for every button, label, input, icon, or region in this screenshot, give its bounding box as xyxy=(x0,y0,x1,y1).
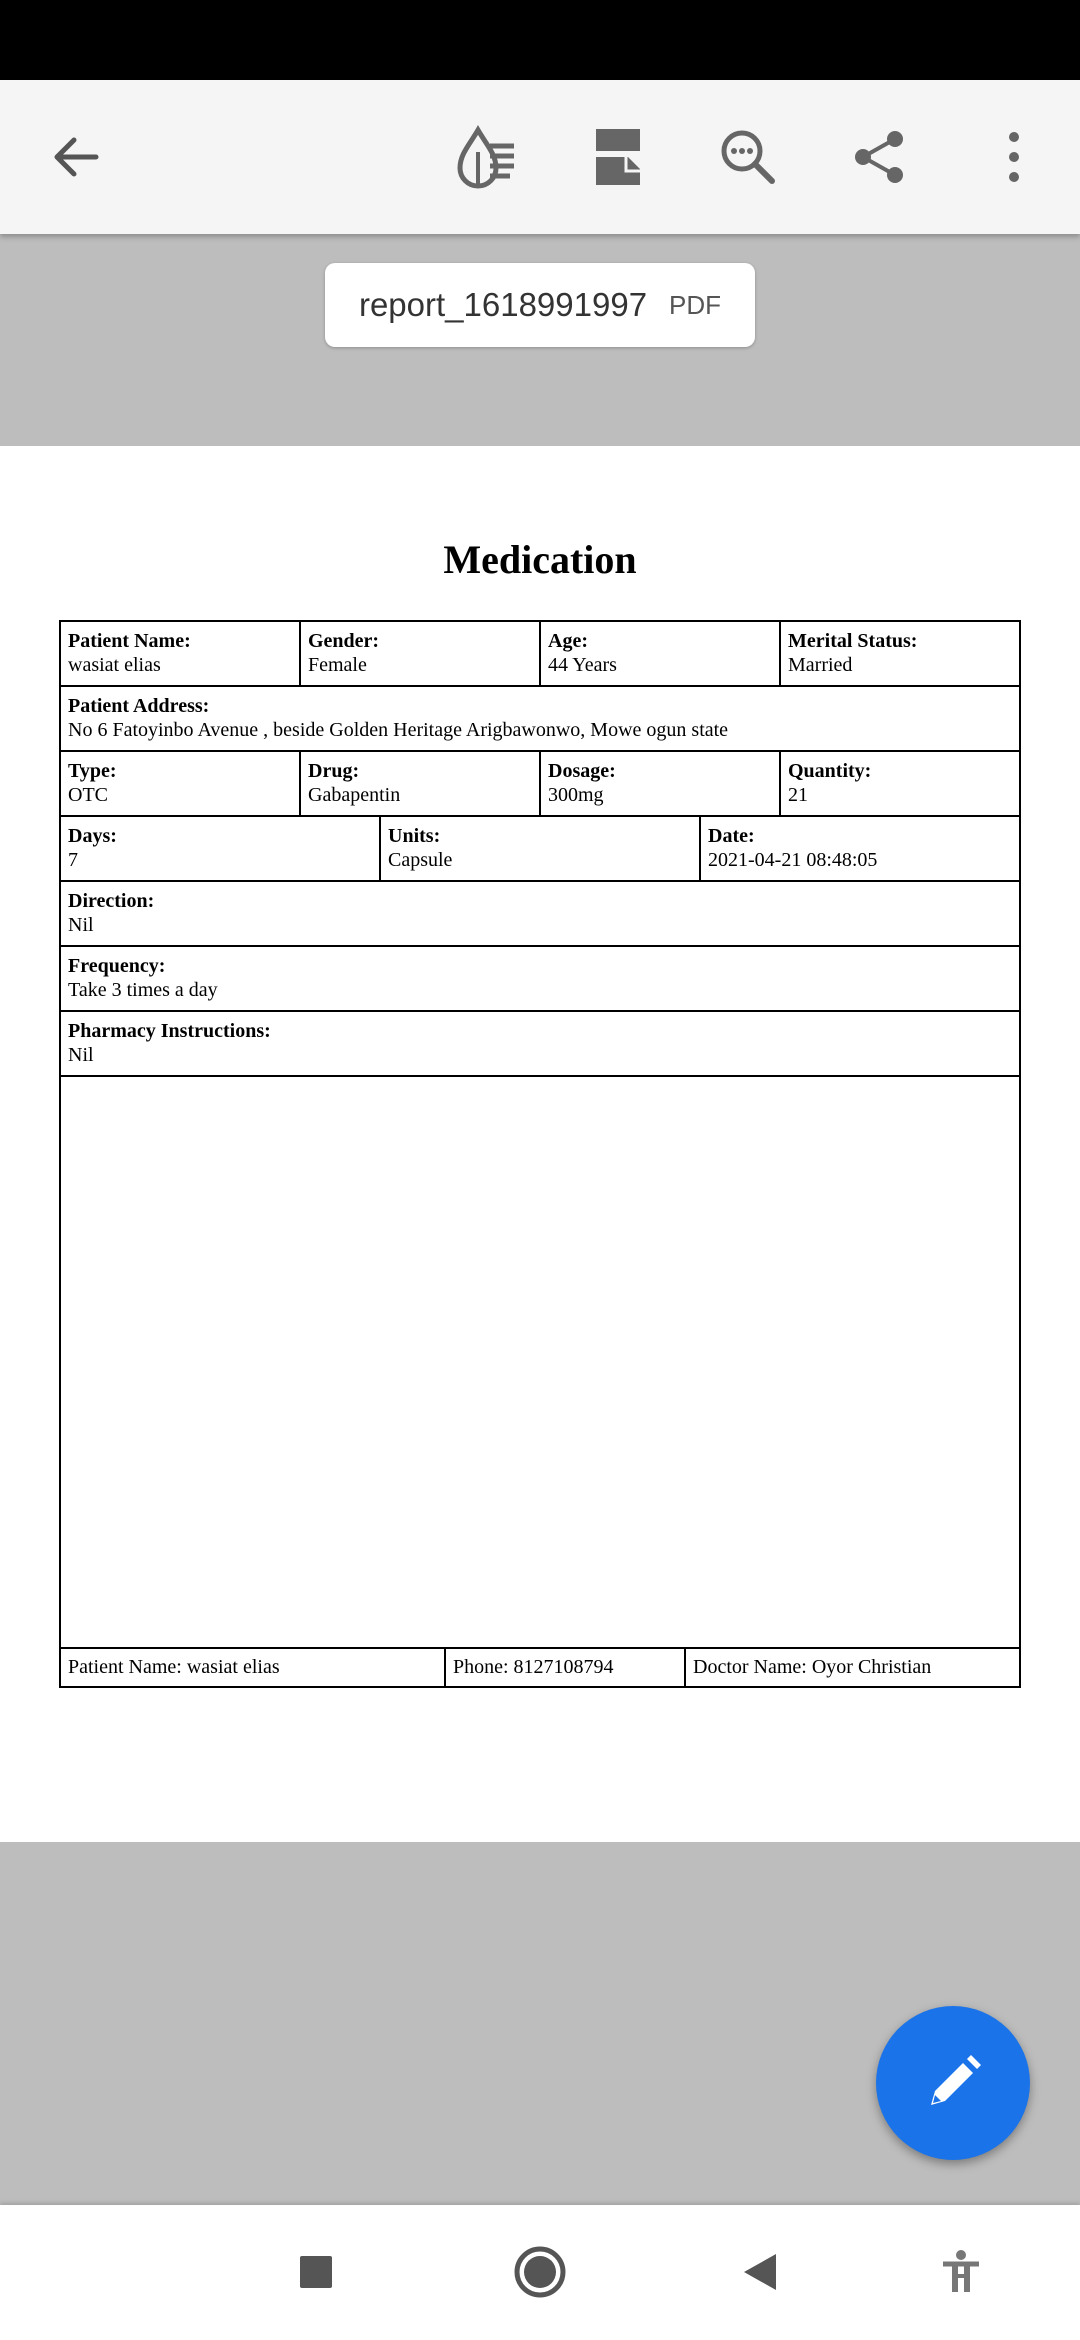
quantity-cell xyxy=(781,752,1019,815)
file-name-pill xyxy=(325,263,755,347)
back-nav-button[interactable] xyxy=(715,2227,805,2317)
pharmacy-instructions-label: Pharmacy Instructions: xyxy=(68,1020,271,1042)
frequency-label: Frequency: xyxy=(68,955,166,977)
more-vert-icon xyxy=(1004,129,1024,185)
days-value: 7 xyxy=(68,849,78,871)
status-bar xyxy=(0,0,1080,80)
patient-address-cell xyxy=(61,687,1019,750)
medication-form xyxy=(59,620,1021,1688)
direction-cell xyxy=(61,882,1019,945)
patient-address-label: Patient Address: xyxy=(68,695,210,717)
form-row-days xyxy=(61,817,1019,882)
patient-name-label: Patient Name: xyxy=(68,630,191,652)
back-triangle-icon xyxy=(742,2252,778,2292)
type-value: OTC xyxy=(68,784,108,806)
search-button[interactable] xyxy=(698,107,798,207)
arrow-left-icon xyxy=(48,129,104,185)
pencil-icon xyxy=(921,2051,985,2115)
form-footer xyxy=(61,1649,1019,1687)
age-label: Age: xyxy=(548,630,588,652)
frequency-cell xyxy=(61,947,1019,1010)
date-label: Date: xyxy=(708,825,755,847)
share-button[interactable] xyxy=(829,107,929,207)
drug-cell xyxy=(301,752,541,815)
edit-fab-button[interactable] xyxy=(876,2006,1030,2160)
quantity-label: Quantity: xyxy=(788,760,872,782)
drug-label: Drug: xyxy=(308,760,360,782)
age-cell xyxy=(541,622,781,685)
form-row-frequency xyxy=(61,947,1019,1012)
quantity-value: 21 xyxy=(788,784,808,806)
marital-status-label: Merital Status: xyxy=(788,630,918,652)
system-nav-bar xyxy=(0,2205,1080,2340)
back-button[interactable] xyxy=(26,107,126,207)
accessibility-icon xyxy=(941,2250,981,2294)
file-type: PDF xyxy=(669,289,722,320)
file-name: report_1618991997 xyxy=(358,286,648,323)
marital-status-cell xyxy=(781,622,1019,685)
patient-name-value: wasiat elias xyxy=(68,654,161,676)
home-button[interactable] xyxy=(495,2227,585,2317)
gender-label: Gender: xyxy=(308,630,380,652)
days-cell xyxy=(61,817,381,880)
top-toolbar xyxy=(0,80,1080,234)
frequency-value: Take 3 times a day xyxy=(68,979,218,1001)
home-circle-icon xyxy=(513,2245,567,2299)
pharmacy-instructions-value: Nil xyxy=(68,1044,94,1066)
days-label: Days: xyxy=(68,825,117,847)
direction-label: Direction: xyxy=(68,890,155,912)
age-value: 44 Years xyxy=(548,654,617,676)
bookmark-page-icon xyxy=(588,125,648,189)
blank-area xyxy=(61,1077,1019,1649)
direction-value: Nil xyxy=(68,914,94,936)
gender-cell xyxy=(301,622,541,685)
footer-doctor-name: Doctor Name: Oyor Christian xyxy=(693,1656,932,1678)
form-row-direction xyxy=(61,882,1019,947)
pdf-page[interactable] xyxy=(0,446,1080,1842)
dosage-value: 300mg xyxy=(548,784,604,806)
type-cell xyxy=(61,752,301,815)
organize-pages-button[interactable] xyxy=(568,107,668,207)
recents-square-icon xyxy=(299,2255,333,2289)
drug-value: Gabapentin xyxy=(308,784,401,806)
date-cell xyxy=(701,817,1019,880)
units-cell xyxy=(381,817,701,880)
form-row-pharmacy xyxy=(61,1012,1019,1077)
dosage-label: Dosage: xyxy=(548,760,616,782)
dosage-cell xyxy=(541,752,781,815)
form-row-drug xyxy=(61,752,1019,817)
search-icon xyxy=(718,127,778,187)
recents-button[interactable] xyxy=(271,2227,361,2317)
units-label: Units: xyxy=(388,825,441,847)
form-row-patient xyxy=(61,622,1019,687)
form-row-address xyxy=(61,687,1019,752)
date-value: 2021-04-21 08:48:05 xyxy=(708,849,878,871)
patient-name-cell xyxy=(61,622,301,685)
footer-phone: Phone: 8127108794 xyxy=(446,1649,686,1687)
patient-address-value: No 6 Fatoyinbo Avenue , beside Golden Heritage Arigbawonwo, Mowe ogun state xyxy=(68,719,729,741)
pharmacy-instructions-cell xyxy=(61,1012,1019,1075)
liquid-mode-icon xyxy=(452,122,522,192)
footer-patient-name: Patient Name: wasiat elias xyxy=(61,1649,446,1687)
share-icon xyxy=(849,127,909,187)
liquid-mode-button[interactable] xyxy=(437,107,537,207)
document-title: Medication xyxy=(443,537,637,582)
gender-value: Female xyxy=(308,654,367,676)
marital-status-value: Married xyxy=(788,654,853,676)
accessibility-button[interactable] xyxy=(916,2227,1006,2317)
units-value: Capsule xyxy=(388,849,453,871)
type-label: Type: xyxy=(68,760,117,782)
more-options-button[interactable] xyxy=(964,107,1064,207)
